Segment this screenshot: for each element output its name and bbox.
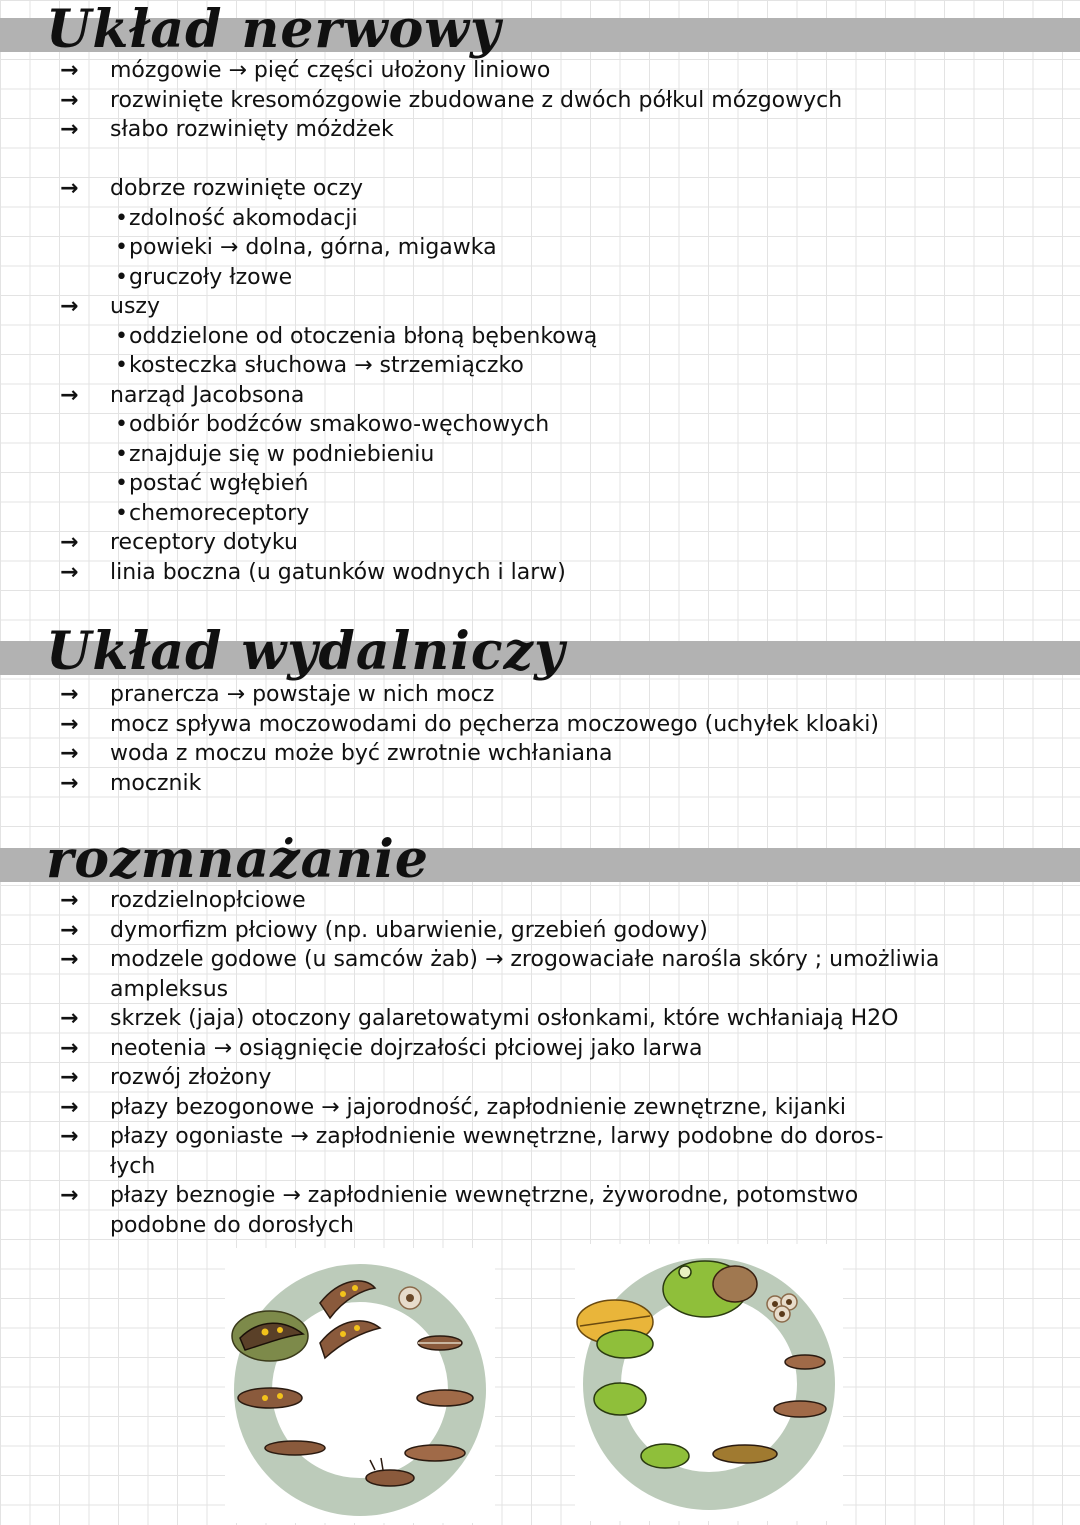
arrow-right-icon: → [60,1183,79,1208]
larva-icon [417,1390,473,1406]
list-item: → płazy ogoniaste → zapłodnienie wewnętrzne, larwy podobne do doros- [60,1122,1070,1152]
list-item: → pranercza → powstaje w nich mocz [60,680,1070,710]
arrow-right-icon: → [60,1124,79,1149]
arrow-right-icon: → [60,770,79,796]
reproduction-list [60,886,1070,1240]
dot-icon: • [115,353,128,378]
list-item: → mocz spływa moczowodami do pęcherza moczowego (uchyłek kloaki) [60,710,1070,740]
arrow-right-icon: → [60,87,79,113]
sub-item: • chemoreceptory [60,499,1070,529]
list-item: → rozwinięte kresomózgowie zbudowane z dwóch półkul mózgowych [60,86,1070,116]
sub-item: • odbiór bodźców smakowo-węchowych [60,410,1070,440]
list-item: → uszy [60,292,1070,322]
list-item: → linia boczna (u gatunków wodnych i larw) [60,558,1070,588]
arrow-right-icon: → [60,741,79,766]
list-item: → płazy bezogonowe → jajorodność, zapłodnienie zewnętrzne, kijanki [60,1093,1070,1123]
dot-icon: • [115,500,128,526]
tadpole-icon [713,1445,777,1463]
juvenile-newt-icon [238,1388,302,1408]
arrow-right-icon: → [60,176,79,201]
list-item: → dymorfizm płciowy (np. ubarwienie, grzebień godowy) [60,916,1070,946]
sub-item: • postać wgłębień [60,469,1070,499]
arrow-right-icon: → [60,382,79,408]
arrow-right-icon: → [60,559,79,585]
list-item: → neotenia → osiągnięcie dojrzałości płciowej jako larwa [60,1034,1070,1064]
sub-item: • kosteczka słuchowa → strzemiączko [60,351,1070,381]
dot-icon: • [115,205,128,231]
list-item: → płazy beznogie → zapłodnienie wewnętrzne, żyworodne, potomstwo [60,1181,1070,1211]
arrow-right-icon: → [60,1094,79,1120]
arrow-right-icon: → [60,888,79,913]
frog-lifecycle-illustration [575,1244,843,1521]
dot-icon: • [115,471,128,496]
arrow-right-icon: → [60,1035,79,1061]
larva-icon [405,1445,465,1461]
arrow-right-icon: → [60,58,79,83]
list-item: → słabo rozwinięty móżdżek [60,115,1070,145]
heading-nervous: Układ nerwowy [46,0,502,60]
list-item-continuation: podobne do dorosłych [110,1212,354,1238]
list-item: → narząd Jacobsona [60,381,1070,411]
dot-icon: • [115,412,128,437]
newt-lifecycle-illustration [225,1248,495,1523]
list-item: → woda z moczu może być zwrotnie wchłaniana [60,739,1070,769]
list-item: → rozwój złożony [60,1063,1070,1093]
list-item: → skrzek (jaja) otoczony galaretowatymi osłonkami, które wchłaniają H2O [60,1004,1070,1034]
larva-icon [366,1458,414,1486]
list-item: → rozdzielnopłciowe [60,886,1070,916]
list-item: → receptory dotyku [60,528,1070,558]
dot-icon: • [115,235,128,260]
froglet-icon [641,1444,689,1468]
list-item: → mózgowie → pięć części ułożony liniowo [60,56,1070,86]
arrow-right-icon: → [60,1065,79,1090]
nervous-list [60,56,1070,587]
arrow-right-icon: → [60,682,79,707]
list-item: → mocznik [60,769,1070,799]
adult-frog-icon [713,1266,757,1302]
tadpole-icon [774,1401,826,1417]
arrow-right-icon: → [60,1006,79,1031]
sub-item: • oddzielone od otoczenia błoną bębenkową [60,322,1070,352]
sub-item: • zdolność akomodacji [60,204,1070,234]
arrow-right-icon: → [60,530,79,555]
arrow-right-icon: → [60,917,79,943]
egg-icon [399,1287,421,1309]
dot-icon: • [115,323,128,349]
arrow-right-icon: → [60,117,79,142]
list-item: → modzele godowe (u samców żab) → zrogowaciałe narośla skóry ; umożliwia [60,945,1070,975]
froglet-icon [594,1383,646,1415]
arrow-right-icon: → [60,711,79,737]
sub-item: • gruczoły łzowe [60,263,1070,293]
list-item-continuation: ampleksus [110,976,229,1002]
juvenile-newt-icon [265,1441,325,1455]
heading-excretory: Układ wydalniczy [46,621,566,682]
list-item-continuation: łych [110,1153,156,1179]
excretory-list [60,680,1070,798]
tadpole-icon [785,1355,825,1369]
sub-item: • znajduje się w podniebieniu [60,440,1070,470]
adult-newt-icon [320,1321,380,1358]
sub-item: • powieki → dolna, górna, migawka [60,233,1070,263]
larva-icon [418,1336,462,1350]
dot-icon: • [115,441,128,467]
arrow-right-icon: → [60,294,79,319]
young-frog-icon [597,1330,653,1358]
dot-icon: • [115,264,128,290]
heading-reproduction: rozmnażanie [46,829,429,890]
list-item: → dobrze rozwinięte oczy [60,174,1070,204]
arrow-right-icon: → [60,947,79,972]
